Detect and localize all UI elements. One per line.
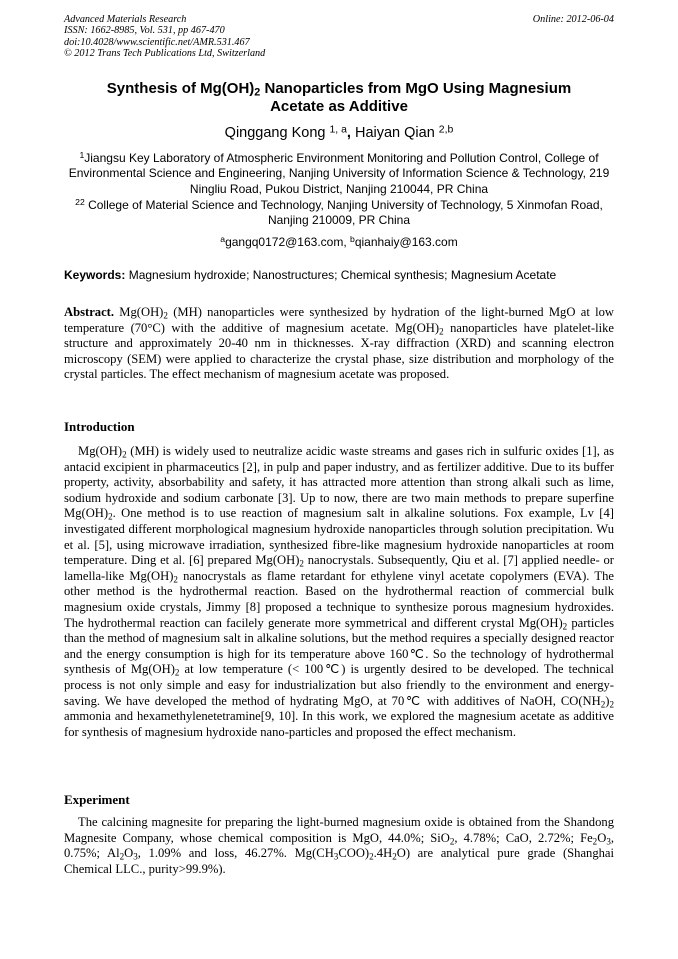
experiment-paragraph: The calcining magnesite for preparing the light-burned magnesium oxide is obtained from the Shandong Magnesite Company, whose chemical composition is MgO, 44.0%; SiO$_2$, 4.78%; CaO, 2.72%; $Fe_2O_3$, 0.75%; $Al_2O_3$, 1.09% and loss, 46.27%. $Mg(CH_3COO)_2.4H_2O$) are analytical pure grade (Shanghai Chemical LLC., purity>99.9%). xyxy=(64,815,615,876)
keywords: Keywords: Magnesium hydroxide; Nanostructures; Chemical synthesis; Magnesium Acetate xyxy=(64,268,557,282)
journal-name: Advanced Materials Research xyxy=(64,14,187,25)
section-heading-introduction: Introduction xyxy=(64,419,135,434)
author-affiliation-mark: 2,b xyxy=(438,124,454,136)
email-link[interactable]: gangq0172@163.com xyxy=(225,235,344,249)
paper-title: Synthesis of $Mg(OH)_2$ Nanoparticles from MgO Using Magnesium Acetate as Additive xyxy=(106,80,572,115)
section-heading-experiment: Experiment xyxy=(64,792,130,807)
online-date: Online: 2012-06-04 xyxy=(532,14,614,25)
author-name: Qinggang Kong xyxy=(224,125,326,141)
journal-copyright: © 2012 Trans Tech Publications Ltd, Switzerland xyxy=(64,48,266,60)
journal-issn: ISSN: 1662-8985, Vol. 531, pp 467-470 xyxy=(64,25,225,37)
journal-doi: doi:10.4028/www.scientific.net/AMR.531.467 xyxy=(64,36,250,48)
introduction-paragraph: $Mg(OH)_2$ (MH) is widely used to neutralize acidic waste streams and gases rich in sulfuric oxides [1], as antacid excipient in pharmaceutics [2], in pulp and paper industry, and as fertilizer additive. Due to its buffer property, activity, absorbability and safety, it has attracted more attention than strong alkali such as lime, sodium hydroxide and sodium carbonate [3]. Up to now, there are two main methods to prepare superfine $Mg(OH)_2$. One method is to use reaction of magnesium salt in alkaline solutions. Fox example, Lv [4] investigated different morphological magnesium hydroxide nanoparticles through solution precipitation. Wu et al. [5], using microwave irradiation, synthesized fibre-like magnesium hydroxide nanoparticles at room temperature. Ding et al. [6] prepared $Mg(OH)_2$ nanocrystals. Subsequently, Qiu et al. [7] applied needle- or lamella-like $Mg(OH)_2$ nanocrystals as flame retardant for ethylene vinyl acetate copolymers (EVA). The other method is the hydrothermal reaction. Based on the hydrothermal reaction of commercial bulk magnesium oxide crystals, Jimmy [8] proposed a technique to synthesize porous magnesium hydroxides. The hydrothermal reaction can facilely generate more symmetrical and different crystal $Mg(OH)_2$ particles than the method of magnesium salt in alkaline solutions, but the method requires a specially designed reactor and the energy consumption is high for its temperature above 160℃. So the technology of hydrothermal synthesis of $Mg(OH)_2$ at low temperature (< 100℃) is urgently desired to be developed. The technical process is not only simple and easy for industrialization but also friendly to the environment and energy-saving. We have developed the method of hydrating MgO, at 70℃ with additives of NaOH, $CO(NH_2)_2$ ammonia and hexamethylenetetramine[9, 10]. In this work, we explored the magnesium acetate as additive for synthesis of magnesium hydroxide nano-particles and proposed the effect mechanism. xyxy=(64,444,614,739)
author-emails: $^a$gangq0172@163.com, $^b$qianhaiy@163.com xyxy=(220,234,458,249)
affiliation-1: $^1$Jiangsu Key Laboratory of Atmospheric Environment Monitoring and Pollution Control, College of Environmental Science and Engineering, Nanjing University of Information Science & Technology, 219 Ningliu Road, Pukou District, Nanjing 210044, PR China xyxy=(68,150,610,196)
journal-header xyxy=(64,14,265,60)
affiliation-2: $^{22}$ College of Material Science and Technology, Nanjing University of Technology, 5 Xinmofan Road, Nanjing 210009, PR China xyxy=(75,197,603,228)
abstract: Abstract. $Mg(OH)_2$ (MH) nanoparticles were synthesized by hydration of the light-burned MgO at low temperature (70°C) with the additive of magnesium acetate. $Mg(OH)_2$ nanoparticles have platelet-like structure and approximately 20-40 nm in thicknesses. X-ray diffraction (XRD) and scanning electron microscopy (SEM) were applied to characterize the crystal phase, size distribution and morphology of the crystal particles. The effect mechanism of magnesium acetate was proposed. xyxy=(64,305,614,382)
abstract-label: Abstract. xyxy=(64,305,115,319)
author-affiliation-mark: 1, a xyxy=(329,124,347,136)
author-list: Qinggang Kong $^{1, a}$, Haiyan Qian $^{2,b}$ xyxy=(224,124,454,141)
keywords-label: Keywords: xyxy=(64,268,126,282)
author-name: Haiyan Qian xyxy=(354,125,435,141)
email-link[interactable]: qianhaiy@163.com xyxy=(354,235,458,249)
